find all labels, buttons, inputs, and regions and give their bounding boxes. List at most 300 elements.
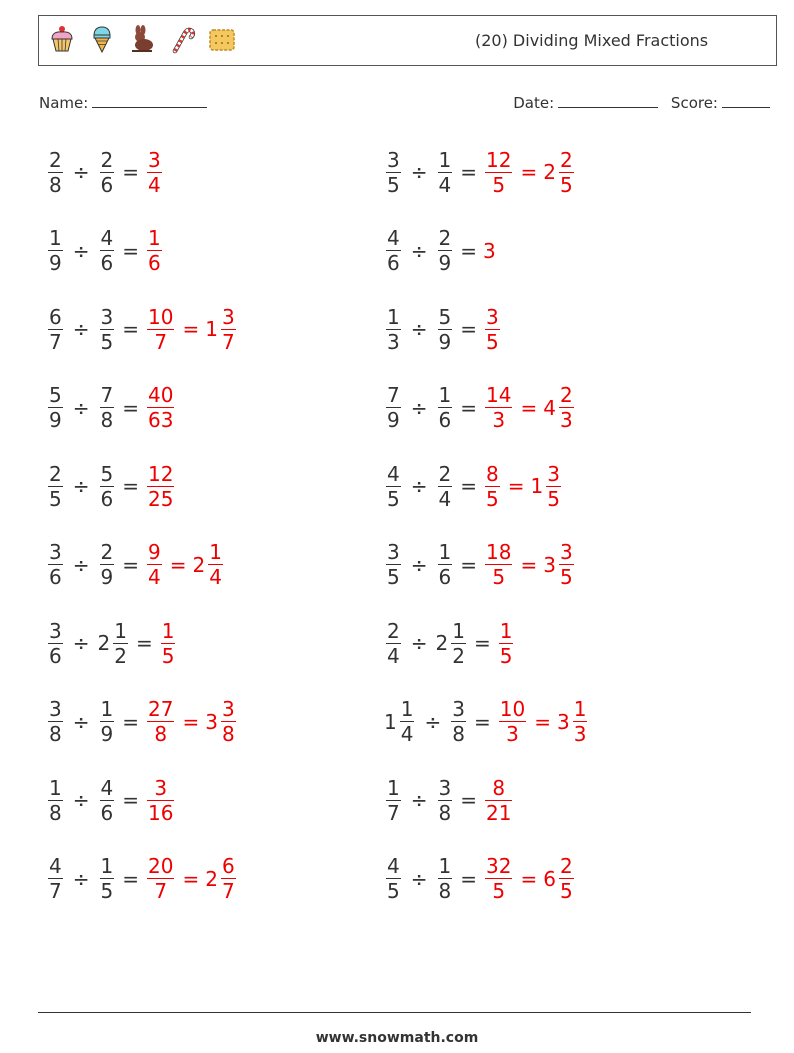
divide-sign: ÷ (410, 160, 428, 184)
divisor-fraction (100, 540, 115, 589)
equals-sign: = (460, 474, 477, 498)
equals-sign: = (460, 552, 477, 577)
answer-whole: 6 (543, 866, 556, 891)
answer-denominator: 21 (486, 800, 512, 825)
divisor-numerator: 5 (438, 304, 452, 329)
answer-numerator: 2 (559, 854, 573, 878)
answer-whole: 2 (192, 552, 206, 577)
cupcake-icon (47, 24, 77, 54)
dividend-fraction (48, 540, 63, 589)
answer-numerator: 3 (486, 304, 499, 329)
answer (145, 462, 176, 511)
answer-fraction (559, 540, 574, 589)
answer-numerator: 12 (148, 461, 174, 486)
answer-fraction (161, 619, 176, 668)
divisor-denominator: 8 (438, 879, 452, 903)
cracker-icon (207, 24, 237, 54)
equals-sign: = (460, 238, 477, 263)
dividend-numerator: 6 (49, 304, 62, 329)
divisor-fraction (100, 462, 115, 511)
equals-sign: = (122, 866, 139, 891)
dividend-denominator: 5 (387, 486, 400, 511)
dividend-numerator: 1 (49, 775, 62, 800)
name-field (39, 92, 207, 112)
divide-sign: ÷ (72, 317, 90, 341)
divisor-fraction (438, 226, 453, 275)
answer (483, 462, 563, 511)
divisor-numerator: 1 (438, 854, 452, 878)
answer-fraction (147, 776, 174, 825)
divisor-fraction (100, 776, 115, 825)
divide-sign: ÷ (72, 866, 90, 891)
answer-numerator: 1 (148, 226, 161, 250)
dividend-denominator: 9 (49, 408, 62, 432)
answer-whole: 3 (556, 709, 570, 734)
problem-item (46, 535, 225, 595)
answer-fraction (147, 854, 174, 903)
divisor-fraction (438, 305, 453, 354)
dividend-denominator: 5 (387, 879, 400, 903)
answer (145, 226, 164, 275)
answer-fraction (147, 697, 174, 746)
dividend-denominator: 7 (387, 800, 400, 825)
divide-sign: ÷ (410, 474, 428, 498)
divide-sign: ÷ (72, 395, 90, 420)
problem-item (384, 456, 563, 516)
divisor-denominator: 9 (438, 329, 452, 354)
dividend-numerator: 2 (387, 618, 400, 643)
divisor-numerator: 2 (438, 461, 452, 486)
equals-sign: = (122, 160, 139, 184)
divide-sign: ÷ (410, 317, 428, 341)
problem-item (384, 849, 576, 909)
answer-denominator: 4 (148, 172, 161, 197)
answer-numerator: 3 (221, 697, 235, 721)
answer-fraction (559, 148, 574, 197)
answer-denominator: 4 (148, 565, 161, 589)
divisor-fraction (100, 383, 115, 432)
answer-denominator: 5 (492, 172, 506, 197)
divisor-denominator: 9 (100, 722, 114, 746)
divisor-denominator: 6 (438, 408, 452, 432)
dividend-fraction (48, 619, 63, 668)
answer-equals-sign: = (169, 552, 187, 577)
answer-denominator: 5 (492, 565, 506, 589)
problem-item (384, 692, 589, 752)
answer (145, 697, 238, 746)
answer-equals-sign: = (182, 866, 200, 891)
divisor-fraction (438, 462, 453, 511)
problem-item (384, 613, 515, 673)
equals-sign: = (122, 552, 139, 577)
divisor-fraction (113, 619, 128, 668)
answer-fraction (221, 854, 236, 903)
answer-equals-sign: = (534, 709, 551, 734)
dividend-numerator: 4 (387, 461, 400, 486)
dividend-fraction (48, 383, 63, 432)
divide-sign: ÷ (410, 788, 428, 812)
score-blank[interactable] (722, 92, 770, 108)
dividend-numerator: 3 (387, 540, 400, 564)
divisor-denominator: 8 (438, 800, 452, 825)
divisor-numerator: 4 (100, 775, 114, 800)
problem-item (46, 613, 177, 673)
divisor-fraction (100, 148, 115, 197)
problem-item (384, 142, 576, 202)
dividend-numerator: 4 (387, 226, 400, 250)
answer (145, 305, 238, 354)
dividend-fraction (48, 462, 63, 511)
answer-fraction (221, 305, 236, 354)
answer-whole: 4 (543, 395, 556, 420)
answer (145, 148, 164, 197)
divide-sign: ÷ (424, 709, 442, 734)
answer-numerator: 18 (486, 540, 512, 564)
worksheet-title: (20) Dividing Mixed Fractions (475, 31, 709, 50)
dividend-fraction (386, 383, 401, 432)
divisor-denominator: 6 (100, 251, 114, 275)
answer (483, 239, 497, 263)
equals-sign: = (460, 866, 477, 891)
name-blank[interactable] (92, 92, 207, 108)
answer-numerator: 2 (559, 147, 573, 172)
answer (483, 854, 576, 903)
answer-denominator: 7 (221, 879, 235, 903)
answer-fraction (147, 226, 162, 275)
answer (145, 854, 238, 903)
answer-numerator: 12 (486, 147, 512, 172)
divisor-denominator: 5 (100, 329, 114, 354)
divisor-fraction (451, 697, 466, 746)
answer (145, 540, 225, 589)
answer-whole: 1 (205, 317, 218, 341)
divisor-denominator: 9 (438, 251, 452, 275)
answer-denominator: 5 (499, 643, 513, 668)
divisor-fraction (438, 776, 453, 825)
answer-numerator: 1 (499, 618, 513, 643)
answer-denominator: 7 (221, 329, 235, 354)
answer-numerator: 20 (148, 854, 174, 878)
answer-equals-sign: = (520, 395, 538, 420)
divisor-numerator: 2 (100, 540, 114, 564)
answer (497, 619, 516, 668)
problem-item (46, 378, 176, 438)
dividend-fraction (48, 305, 63, 354)
answer-whole: 3 (483, 238, 496, 263)
divisor-numerator: 7 (100, 383, 114, 407)
divisor-numerator: 5 (100, 461, 114, 486)
answer-numerator: 3 (154, 775, 168, 800)
divisor-numerator: 2 (100, 147, 114, 172)
divide-sign: ÷ (72, 788, 90, 812)
answer-numerator: 9 (148, 540, 161, 564)
divisor-fraction (100, 697, 115, 746)
answer-numerator: 40 (148, 383, 174, 407)
answer-denominator: 6 (148, 251, 161, 275)
date-blank[interactable] (558, 92, 658, 108)
dividend-numerator: 7 (387, 383, 400, 407)
score-label: Score: (670, 94, 718, 112)
dividend-denominator: 6 (387, 251, 400, 275)
divisor-numerator: 1 (438, 540, 452, 564)
equals-sign: = (460, 317, 477, 341)
divisor-numerator: 1 (438, 383, 452, 407)
ice-cream-cone-icon (87, 24, 117, 54)
answer-fraction (485, 854, 512, 903)
answer-numerator: 2 (559, 383, 573, 407)
divide-sign: ÷ (410, 866, 428, 891)
answer-fraction (546, 462, 561, 511)
answer-denominator: 8 (221, 722, 235, 746)
dividend-fraction (48, 854, 63, 903)
answer (483, 305, 502, 354)
answer-fraction (208, 540, 223, 589)
divide-sign: ÷ (72, 474, 90, 498)
dividend-numerator: 4 (49, 854, 62, 878)
name-label: Name: (39, 94, 89, 112)
equals-sign: = (122, 709, 139, 734)
answer-whole: 3 (205, 709, 218, 734)
answer-denominator: 3 (573, 722, 587, 746)
dividend-fraction (386, 619, 401, 668)
answer-equals-sign: = (520, 160, 538, 184)
answer (159, 619, 178, 668)
equals-sign: = (473, 709, 491, 734)
answer-equals-sign: = (520, 552, 538, 577)
answer-fraction (485, 148, 512, 197)
answer-denominator: 5 (486, 486, 499, 511)
dividend-fraction (386, 462, 401, 511)
divisor-denominator: 4 (438, 486, 452, 511)
answer-denominator: 5 (559, 565, 573, 589)
dividend-denominator: 7 (49, 879, 62, 903)
divisor-fraction (100, 854, 115, 903)
answer-numerator: 3 (547, 461, 560, 486)
divisor-numerator: 4 (100, 226, 114, 250)
answer-denominator: 5 (547, 486, 560, 511)
date-score-fields (513, 92, 770, 112)
equals-sign: = (135, 631, 153, 655)
problem-item (384, 535, 576, 595)
footer-url: www.snowmath.com (315, 1030, 479, 1046)
divisor-numerator: 1 (100, 697, 114, 721)
equals-sign: = (460, 160, 477, 184)
answer-denominator: 5 (161, 643, 175, 668)
dividend-numerator: 3 (387, 147, 400, 172)
dividend-numerator: 2 (49, 147, 62, 172)
divide-sign: ÷ (410, 552, 428, 577)
dividend-denominator: 8 (49, 722, 62, 746)
dividend-denominator: 3 (387, 329, 400, 354)
problem-item (384, 299, 502, 359)
dividend-denominator: 4 (387, 643, 400, 668)
dividend-fraction (386, 854, 401, 903)
answer-numerator: 14 (486, 383, 512, 407)
answer-numerator: 32 (486, 854, 512, 878)
divisor-numerator: 1 (114, 618, 127, 643)
answer-fraction (485, 776, 512, 825)
answer-fraction (147, 148, 162, 197)
answer-numerator: 1 (161, 618, 175, 643)
answer-denominator: 5 (559, 172, 573, 197)
answer-numerator: 3 (221, 304, 235, 329)
answer-denominator: 3 (506, 722, 519, 746)
answer-numerator: 6 (221, 854, 235, 878)
dividend-denominator: 4 (400, 722, 414, 746)
answer-denominator: 7 (154, 329, 168, 354)
answer-fraction (485, 462, 500, 511)
answer-denominator: 25 (148, 486, 174, 511)
divisor-whole: 2 (97, 631, 111, 655)
dividend-fraction (48, 697, 63, 746)
answer (145, 776, 176, 825)
answer-fraction (499, 697, 526, 746)
answer-whole: 1 (530, 474, 544, 498)
answer-fraction (559, 854, 574, 903)
divisor-numerator: 1 (452, 618, 465, 643)
answer-denominator: 4 (209, 565, 222, 589)
problem-item (46, 299, 238, 359)
dividend-numerator: 2 (49, 461, 62, 486)
dividend-numerator: 3 (49, 618, 62, 643)
dividend-denominator: 8 (49, 800, 62, 825)
divisor-fraction (438, 383, 453, 432)
equals-sign: = (122, 317, 139, 341)
divide-sign: ÷ (410, 395, 428, 420)
equals-sign: = (122, 474, 139, 498)
problem-item (46, 770, 176, 830)
answer-equals-sign: = (520, 866, 538, 891)
answer-whole: 2 (205, 866, 218, 891)
dividend-fraction (386, 305, 401, 354)
divide-sign: ÷ (72, 238, 90, 263)
answer (483, 776, 514, 825)
answer-denominator: 3 (559, 408, 573, 432)
answer-fraction (147, 540, 162, 589)
answer-fraction (221, 697, 236, 746)
equals-sign: = (473, 631, 491, 655)
dividend-denominator: 7 (49, 329, 62, 354)
divide-sign: ÷ (72, 552, 90, 577)
dividend-fraction (386, 540, 401, 589)
divisor-whole: 2 (435, 631, 449, 655)
answer-numerator: 3 (559, 540, 573, 564)
divisor-denominator: 2 (114, 643, 127, 668)
problem-item (46, 221, 164, 281)
divisor-denominator: 2 (452, 643, 465, 668)
divisor-numerator: 2 (438, 226, 452, 250)
answer (145, 383, 176, 432)
divisor-denominator: 8 (452, 722, 465, 746)
dividend-fraction (386, 776, 401, 825)
divide-sign: ÷ (72, 631, 90, 655)
divisor-numerator: 3 (452, 697, 465, 721)
divisor-denominator: 6 (438, 565, 452, 589)
dividend-numerator: 5 (49, 383, 62, 407)
dividend-denominator: 9 (387, 408, 400, 432)
icon-row (47, 24, 237, 54)
divisor-denominator: 6 (100, 172, 114, 197)
problem-item (46, 692, 238, 752)
dividend-denominator: 6 (49, 643, 62, 668)
dividend-denominator: 5 (387, 565, 400, 589)
dividend-numerator: 1 (387, 775, 400, 800)
answer-fraction (147, 305, 174, 354)
dividend-numerator: 3 (49, 540, 62, 564)
answer-fraction (147, 383, 174, 432)
dividend-fraction (386, 148, 401, 197)
answer-numerator: 10 (148, 304, 174, 329)
divisor-numerator: 1 (100, 854, 114, 878)
answer (483, 383, 576, 432)
dividend-denominator: 5 (49, 486, 62, 511)
chocolate-bunny-icon (127, 24, 157, 54)
answer-fraction (147, 462, 174, 511)
dividend-denominator: 9 (49, 251, 62, 275)
answer-denominator: 63 (148, 408, 174, 432)
answer (483, 540, 576, 589)
dividend-numerator: 3 (49, 697, 62, 721)
answer (483, 148, 576, 197)
equals-sign: = (122, 395, 139, 420)
answer-fraction (485, 383, 512, 432)
divide-sign: ÷ (410, 631, 428, 655)
divisor-fraction (100, 226, 115, 275)
answer (497, 697, 590, 746)
dividend-numerator: 1 (49, 226, 62, 250)
answer-numerator: 1 (209, 540, 222, 564)
answer-fraction (559, 383, 574, 432)
dividend-fraction (48, 148, 63, 197)
dividend-denominator: 8 (49, 172, 62, 197)
answer-numerator: 1 (573, 697, 587, 721)
dividend-fraction (48, 776, 63, 825)
divisor-denominator: 6 (100, 800, 114, 825)
answer-denominator: 5 (486, 329, 499, 354)
divisor-denominator: 9 (100, 565, 114, 589)
divisor-fraction (438, 854, 453, 903)
dividend-fraction (386, 226, 401, 275)
answer-fraction (485, 305, 500, 354)
divide-sign: ÷ (72, 709, 90, 734)
dividend-fraction (400, 697, 415, 746)
divisor-denominator: 6 (100, 486, 114, 511)
problem-item (384, 378, 576, 438)
divisor-denominator: 5 (100, 879, 114, 903)
divisor-denominator: 4 (438, 172, 452, 197)
answer-denominator: 3 (492, 408, 506, 432)
dividend-numerator: 4 (387, 854, 400, 878)
answer-denominator: 5 (559, 879, 573, 903)
equals-sign: = (460, 788, 477, 812)
answer-whole: 2 (543, 160, 556, 184)
answer-whole: 3 (543, 552, 556, 577)
answer-denominator: 7 (154, 879, 168, 903)
answer-numerator: 10 (499, 697, 526, 721)
problem-item (46, 142, 164, 202)
answer-denominator: 5 (492, 879, 506, 903)
divisor-numerator: 3 (438, 775, 452, 800)
answer-denominator: 16 (148, 800, 174, 825)
answer-numerator: 8 (492, 775, 506, 800)
dividend-numerator: 1 (400, 697, 414, 721)
divide-sign: ÷ (72, 160, 90, 184)
problem-item (46, 849, 238, 909)
answer-equals-sign: = (182, 709, 200, 734)
answer-denominator: 8 (154, 722, 168, 746)
divisor-denominator: 8 (100, 408, 114, 432)
problem-item (384, 221, 497, 281)
